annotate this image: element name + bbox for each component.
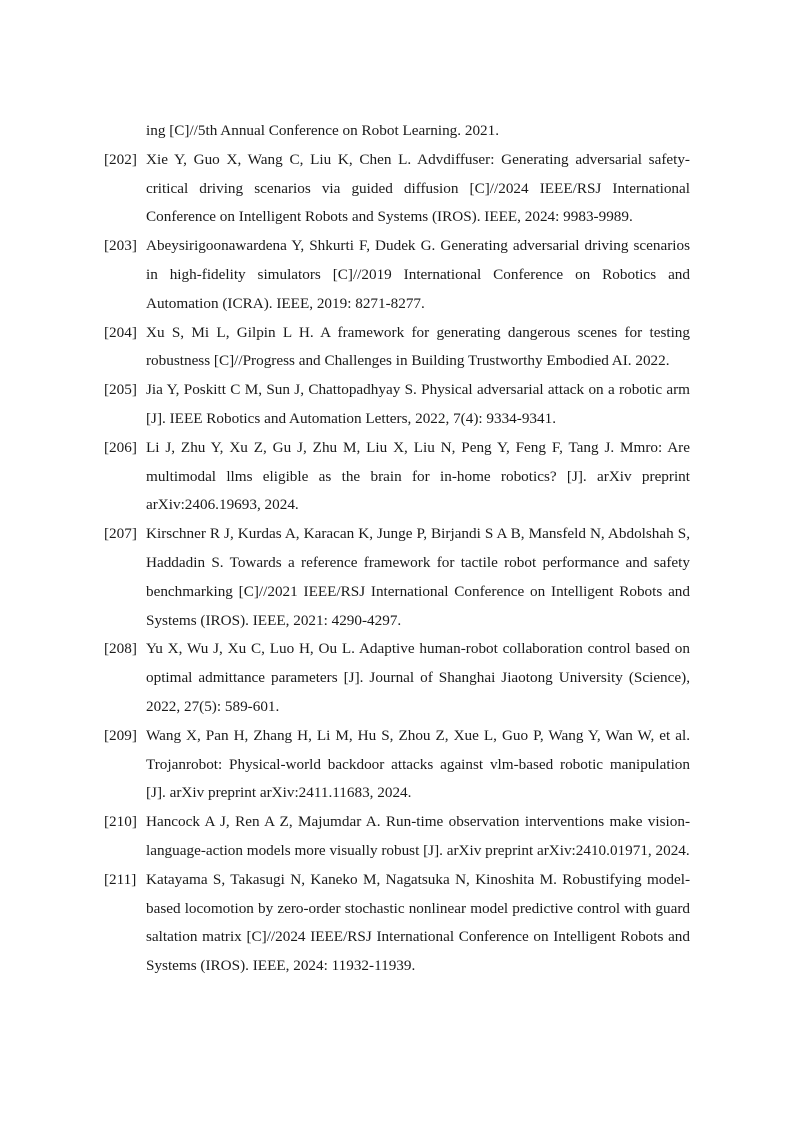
- reference-item: [104, 319, 690, 377]
- reference-text: Katayama S, Takasugi N, Kaneko M, Nagatsuka N, Kinoshita M. Robustifying model-based locomotion by zero-order stochastic nonlinear model predictive control with guard saltation matrix [C]//2024 IEEE/RSJ International Conference on Intelligent Robots and Systems (IROS). IEEE, 2024: 11932-11939.: [146, 870, 690, 975]
- reference-item: [104, 434, 690, 520]
- reference-text: Wang X, Pan H, Zhang H, Li M, Hu S, Zhou Z, Xue L, Guo P, Wang Y, Wan W, et al. Trojanrobot: Physical-world backdoor attacks against vlm-based robotic manipulation [J]. arXiv preprint arXiv:2411.11683, 2024.: [146, 726, 690, 802]
- reference-number: [208]: [104, 640, 137, 658]
- reference-text: ing [C]//5th Annual Conference on Robot Learning. 2021.: [146, 122, 500, 139]
- reference-text: Abeysirigoonawardena Y, Shkurti F, Dudek G. Generating adversarial driving scenarios in high-fidelity simulators [C]//2019 International Conference on Robotics and Automation (ICRA). IEEE, 2019: 8271-8277.: [146, 237, 690, 312]
- reference-number: [207]: [104, 525, 137, 543]
- reference-number: [202]: [104, 150, 137, 168]
- reference-number: [210]: [104, 813, 137, 831]
- reference-number: [205]: [104, 381, 137, 399]
- reference-item: [104, 520, 690, 635]
- reference-item: [104, 117, 690, 146]
- reference-text: Jia Y, Poskitt C M, Sun J, Chattopadhyay S. Physical adversarial attack on a robotic arm [J]. IEEE Robotics and Automation Letters, 2022, 7(4): 9334-9341.: [146, 381, 690, 427]
- reference-text: Kirschner R J, Kurdas A, Karacan K, Junge P, Birjandi S A B, Mansfeld N, Abdolshah S, Haddadin S. Towards a reference framework for tactile robot performance and safety benchmarking [C]//2021 IEEE/RSJ International Conference on Intelligent Robots and Systems (IROS). IEEE, 2021: 4290-4297.: [146, 525, 690, 629]
- reference-number: [204]: [104, 323, 137, 341]
- reference-number: [206]: [104, 438, 137, 456]
- reference-list: [104, 117, 690, 981]
- reference-item: [104, 376, 690, 434]
- reference-text: Xu S, Mi L, Gilpin L H. A framework for generating dangerous scenes for testing robustness [C]//Progress and Challenges in Building Trustworthy Embodied AI. 2022.: [146, 323, 690, 370]
- reference-item: [104, 722, 690, 808]
- reference-number: [211]: [104, 870, 137, 888]
- reference-number: [203]: [104, 237, 137, 255]
- reference-item: [104, 635, 690, 721]
- reference-item: [104, 232, 690, 318]
- reference-text: Hancock A J, Ren A Z, Majumdar A. Run-time observation interventions make vision-language-action models more visually robust [J]. arXiv preprint arXiv:2410.01971, 2024.: [146, 813, 690, 859]
- reference-text: Yu X, Wu J, Xu C, Luo H, Ou L. Adaptive human-robot collaboration control based on optimal admittance parameters [J]. Journal of Shanghai Jiaotong University (Science), 2022, 27(5): 589-601.: [146, 640, 690, 715]
- reference-number: [209]: [104, 726, 137, 744]
- reference-text: Xie Y, Guo X, Wang C, Liu K, Chen L. Advdiffuser: Generating adversarial safety-critical driving scenarios via guided diffusion [C]//2024 IEEE/RSJ International Conference on Intelligent Robots and Systems (IROS). IEEE, 2024: 9983-9989.: [146, 150, 690, 226]
- reference-item: [104, 866, 690, 981]
- reference-item: [104, 808, 690, 866]
- reference-item: [104, 146, 690, 232]
- reference-text: Li J, Zhu Y, Xu Z, Gu J, Zhu M, Liu X, Liu N, Peng Y, Feng F, Tang J. Mmro: Are multimodal llms eligible as the brain for in-home robotics? [J]. arXiv preprint arXiv:2406.19693, 2024.: [146, 438, 690, 514]
